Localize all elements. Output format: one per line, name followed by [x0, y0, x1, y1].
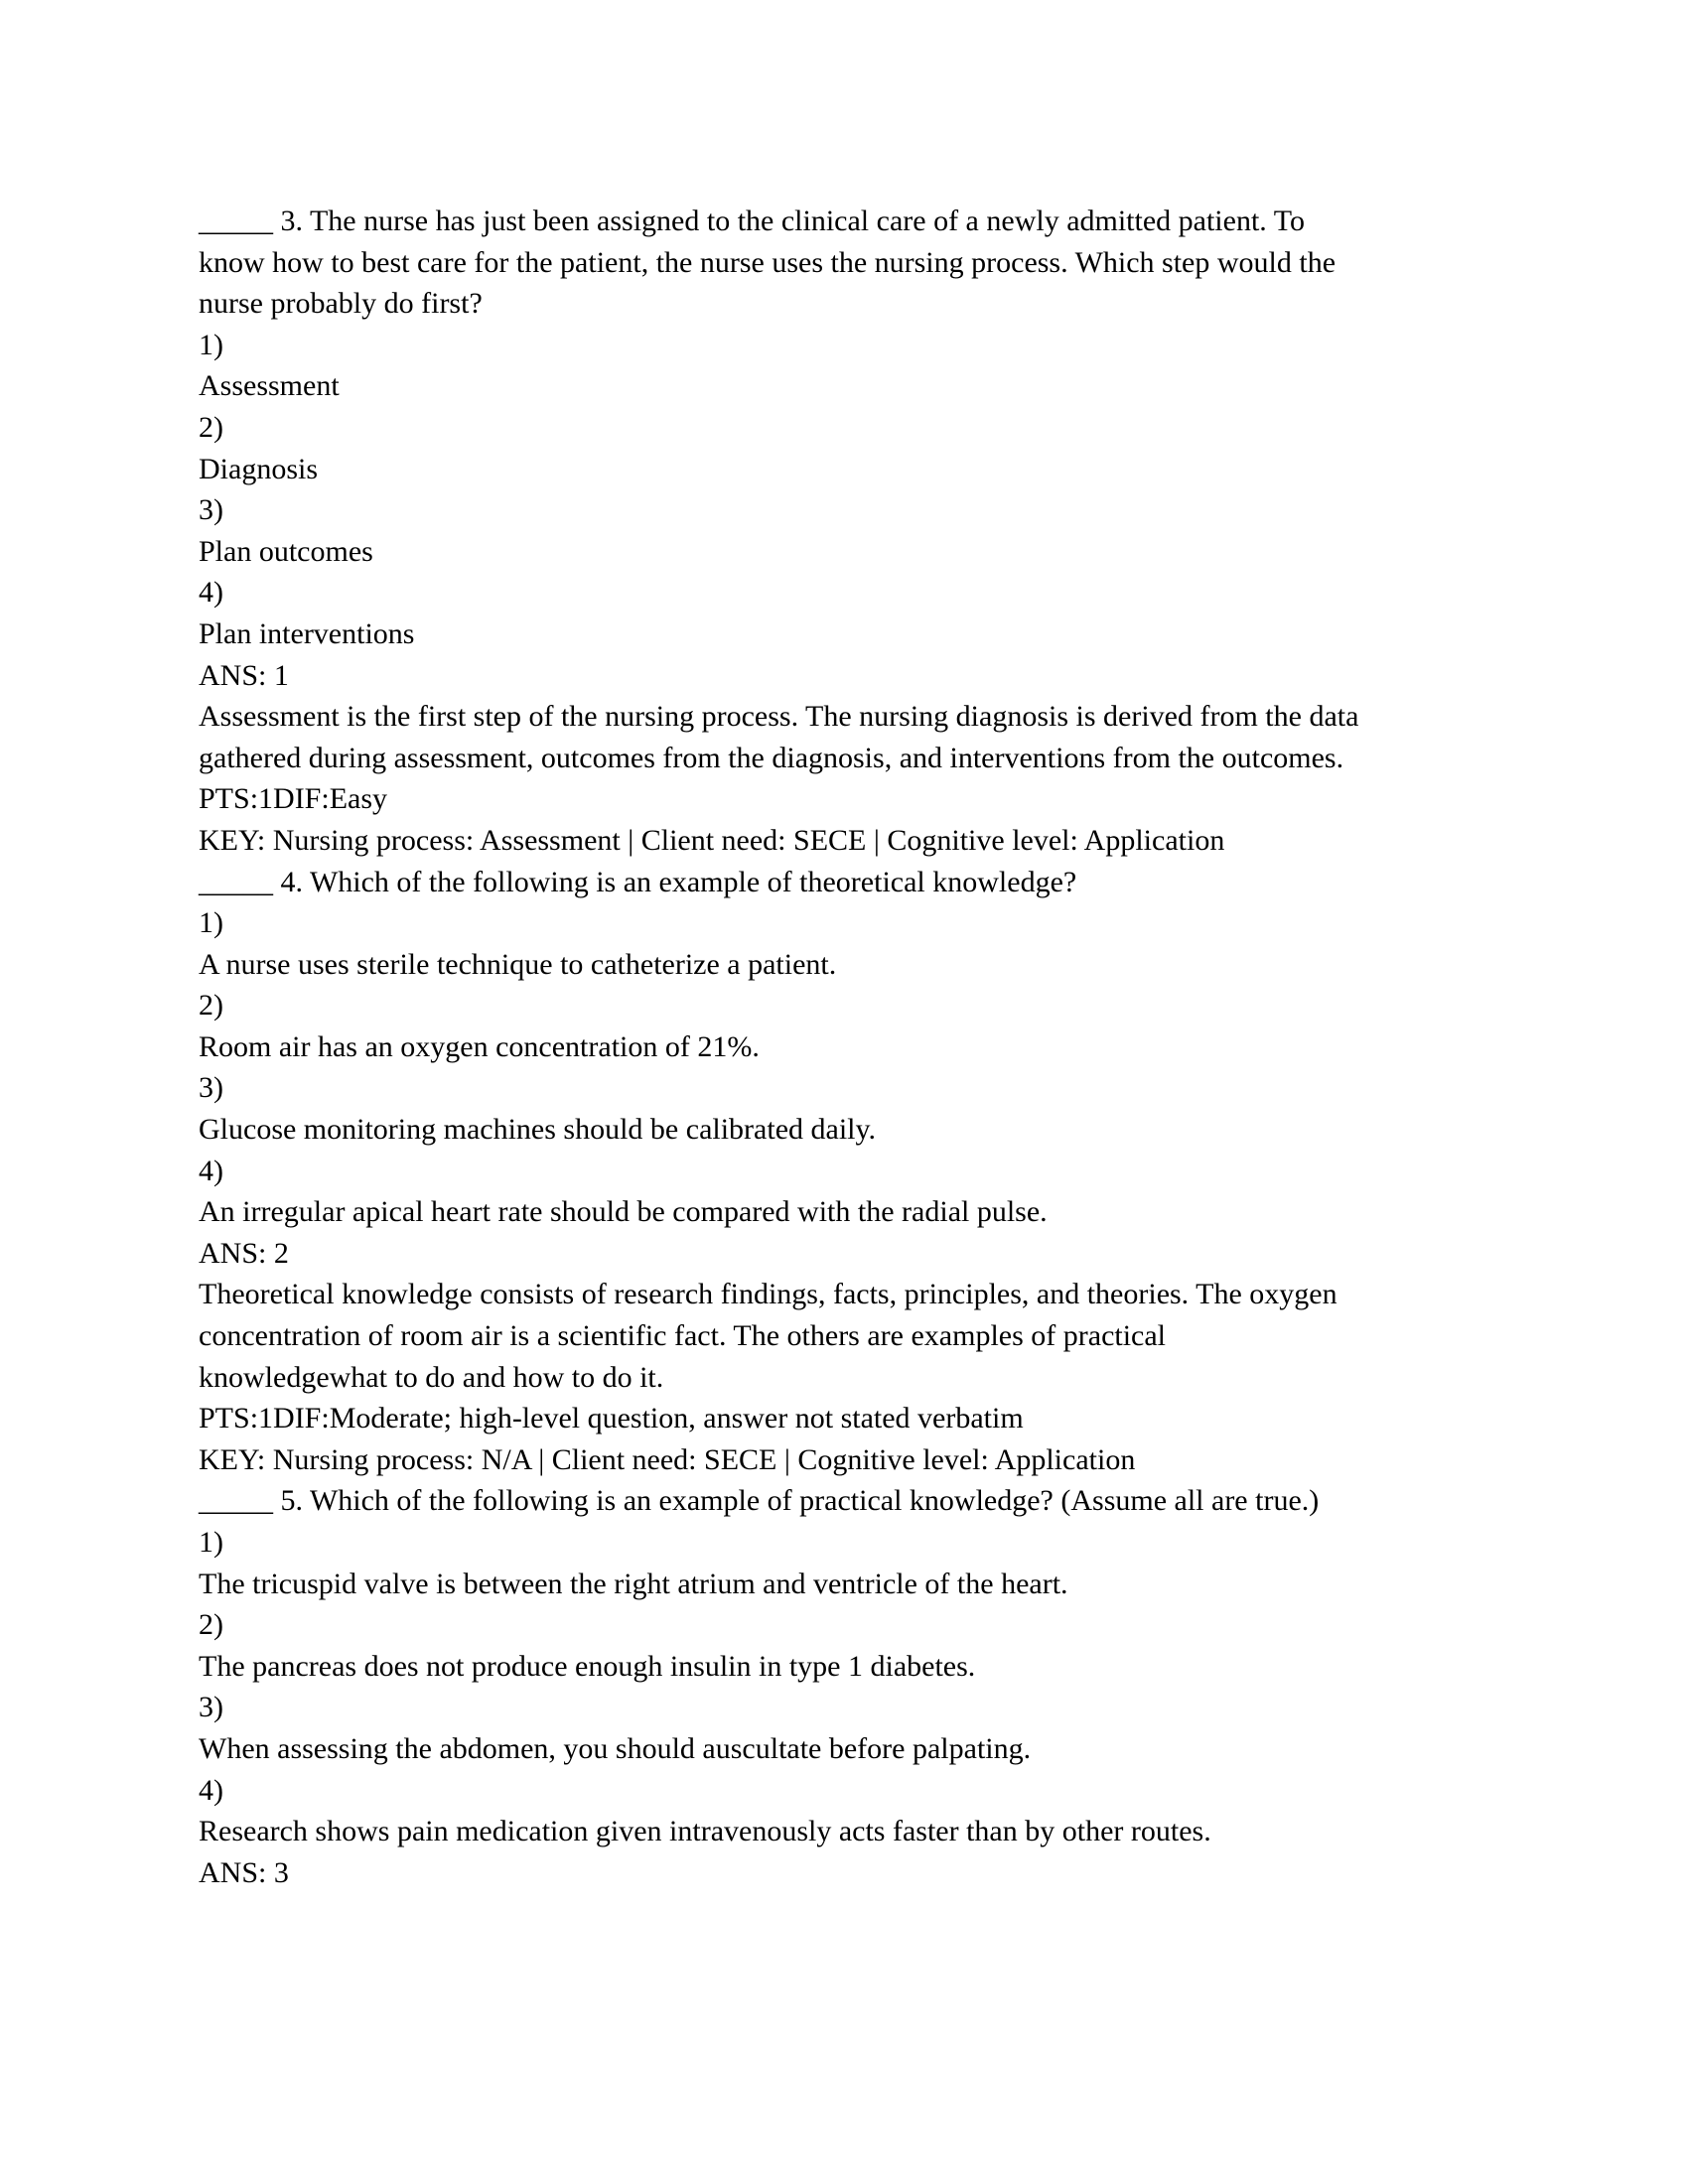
document-text-block	[199, 201, 1529, 1893]
question-4-choice-4-label: 4)	[199, 1154, 223, 1187]
question-5-stem-line: _____ 5. Which of the following is an example of practical knowledge? (Assume all are true.)	[199, 1484, 1320, 1518]
question-3-choice-2-label: 2)	[199, 410, 223, 444]
question-3-pts-dif-line: PTS:1DIF:Easy	[199, 782, 388, 816]
question-4-key-line: KEY: Nursing process: N/A | Client need: SECE | Cognitive level: Application	[199, 1442, 1136, 1476]
question-4-choice-3-label: 3)	[199, 1071, 223, 1105]
question-3-rationale-line: Assessment is the first step of the nursing process. The nursing diagnosis is derived from the data	[199, 700, 1359, 734]
question-5-choice-1-label: 1)	[199, 1526, 223, 1559]
question-4-choice-1-text: A nurse uses sterile technique to catheterize a patient.	[199, 947, 837, 981]
question-3-answer-line: ANS: 1	[199, 658, 289, 692]
question-3-stem-line: _____ 3. The nurse has just been assigned to the clinical care of a newly admitted patient. To	[199, 205, 1305, 237]
question-4-rationale-line: concentration of room air is a scientific fact. The others are examples of practical	[199, 1319, 1167, 1353]
question-4-choice-2-label: 2)	[199, 989, 223, 1023]
question-3-choice-1-text: Assessment	[199, 369, 340, 403]
question-3-choice-3-label: 3)	[199, 493, 223, 527]
question-4-pts-dif-line: PTS:1DIF:Moderate; high-level question, answer not stated verbatim	[199, 1402, 1024, 1435]
question-4-choice-2-text: Room air has an oxygen concentration of 21%.	[199, 1029, 760, 1063]
question-5-answer-line: ANS: 3	[199, 1855, 289, 1889]
question-3-rationale-line: gathered during assessment, outcomes from the diagnosis, and interventions from the outcomes.	[199, 741, 1344, 774]
question-5-choice-4-label: 4)	[199, 1773, 223, 1807]
question-3-choice-4-label: 4)	[199, 576, 223, 610]
question-3-stem-line: nurse probably do first?	[199, 287, 483, 321]
question-4-rationale-line: Theoretical knowledge consists of research findings, facts, principles, and theories. The oxygen	[199, 1278, 1337, 1311]
question-3-choice-1-label: 1)	[199, 328, 223, 361]
question-4-choice-3-text: Glucose monitoring machines should be calibrated daily.	[199, 1113, 877, 1147]
question-3-stem-line: know how to best care for the patient, the nurse uses the nursing process. Which step would the	[199, 245, 1336, 279]
question-3-choice-2-text: Diagnosis	[199, 452, 318, 485]
question-5-choice-3-label: 3)	[199, 1691, 223, 1724]
question-5-choice-2-text: The pancreas does not produce enough insulin in type 1 diabetes.	[199, 1649, 976, 1683]
question-3-key-line: KEY: Nursing process: Assessment | Client need: SECE | Cognitive level: Application	[199, 823, 1225, 857]
question-4-answer-line: ANS: 2	[199, 1236, 289, 1270]
question-5-choice-2-label: 2)	[199, 1608, 223, 1642]
question-4-rationale-line: knowledgewhat to do and how to do it.	[199, 1360, 664, 1394]
question-5-choice-3-text: When assessing the abdomen, you should auscultate before palpating.	[199, 1731, 1032, 1765]
question-3-choice-4-text: Plan interventions	[199, 616, 415, 650]
question-4-choice-4-text: An irregular apical heart rate should be compared with the radial pulse.	[199, 1195, 1048, 1229]
question-3-choice-3-text: Plan outcomes	[199, 534, 373, 568]
question-5-choice-1-text: The tricuspid valve is between the right atrium and ventricle of the heart.	[199, 1567, 1068, 1600]
question-5-choice-4-text: Research shows pain medication given intravenously acts faster than by other routes.	[199, 1815, 1211, 1848]
question-4-choice-1-label: 1)	[199, 906, 223, 940]
question-4-stem-line: _____ 4. Which of the following is an example of theoretical knowledge?	[199, 865, 1077, 898]
